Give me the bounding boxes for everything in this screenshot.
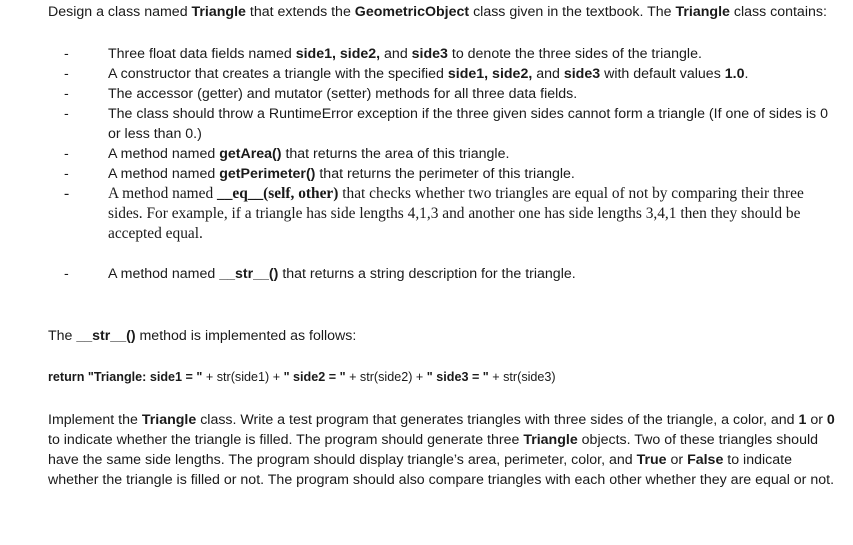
- requirement-keyword: side1, side2,: [295, 46, 381, 62]
- requirement-text: to denote the three sides of the triangle.: [447, 46, 702, 62]
- list-dash: -: [64, 146, 69, 162]
- requirement-text: that returns a string description for the triangle.: [278, 266, 576, 282]
- requirement-text: that returns the perimeter of this triangle.: [315, 166, 575, 182]
- task-text: to indicate whether the triangle is filled. The program should generate three: [48, 432, 524, 448]
- requirement-text: A method named: [108, 166, 220, 182]
- list-dash: -: [64, 46, 69, 62]
- intro-text: class contains:: [729, 4, 827, 20]
- code-text: + str(side2) +: [345, 370, 427, 384]
- requirement-text: with default values: [600, 66, 725, 82]
- requirement-text: that checks whether two triangles are equal of not by comparing their three sides. For example, if a triangle has side lengths 4,1,3 and another one has side lengths 3,4,1 then they should be accepted equal.: [108, 185, 804, 242]
- requirements-list: [48, 44, 838, 284]
- requirement-text: and: [380, 46, 412, 62]
- requirement-text: A method named: [108, 146, 220, 162]
- intro-class-name: Triangle: [675, 4, 730, 20]
- task-text: or: [806, 412, 827, 428]
- task-keyword: 0: [826, 412, 835, 428]
- task-text: Implement the: [48, 412, 142, 428]
- code-bold: " side2 = ": [283, 370, 346, 384]
- intro-text: Design a class named: [48, 4, 192, 20]
- requirement-keyword: getArea(): [219, 146, 282, 162]
- list-dash: -: [64, 185, 70, 202]
- note-text: The: [48, 328, 77, 344]
- task-text: or: [666, 452, 688, 468]
- task-text: objects. Two of these triangles should have the same side lengths. The program should display triangle’s area, perimeter, color, and: [48, 432, 818, 468]
- requirement-text: and: [532, 66, 564, 82]
- requirement-keyword: __str__(): [219, 266, 279, 282]
- requirement-text: A method named: [108, 266, 220, 282]
- requirement-text: A method named: [108, 185, 217, 202]
- task-text: class. Write a test program that generates triangles with three sides of the triangle, a color, and: [196, 412, 799, 428]
- requirement-text: that returns the area of this triangle.: [281, 146, 510, 162]
- str-implementation-note: [48, 326, 838, 346]
- note-keyword: __str__(): [76, 328, 136, 344]
- intro-class-name: Triangle: [191, 4, 246, 20]
- list-dash: -: [64, 106, 69, 122]
- intro-text: that extends the: [245, 4, 355, 20]
- requirement-text: The accessor (getter) and mutator (setter) methods for all three data fields.: [108, 86, 578, 102]
- intro-superclass-name: GeometricObject: [354, 4, 470, 20]
- code-text: + str(side1) +: [202, 370, 284, 384]
- requirement-text: Three float data fields named: [108, 46, 296, 62]
- requirement-runtime-error: [48, 104, 838, 144]
- intro-text: class given in the textbook. The: [469, 4, 676, 20]
- list-dash: -: [64, 86, 69, 102]
- task-text: to indicate whether the triangle is filled or not. The program should also compare triangles with each other whether they are equal or not.: [48, 452, 835, 488]
- requirement-keyword: __eq__(self, other): [217, 185, 339, 202]
- requirement-text: .: [744, 66, 749, 82]
- task-keyword: True: [636, 452, 667, 468]
- list-dash: -: [64, 166, 69, 182]
- code-bold: return "Triangle: side1 = ": [48, 370, 203, 384]
- task-keyword: False: [687, 452, 724, 468]
- task-keyword: 1: [798, 412, 807, 428]
- requirement-get-perimeter: [48, 164, 838, 184]
- list-dash: -: [64, 66, 69, 82]
- requirement-text: The class should throw a RuntimeError exception if the three given sides cannot form a triangle (If one of sides is 0 or less than 0.): [108, 106, 828, 142]
- code-text: + str(side3): [488, 370, 556, 384]
- code-bold: " side3 = ": [426, 370, 489, 384]
- requirement-keyword: 1.0: [724, 66, 745, 82]
- intro-paragraph: [48, 2, 838, 22]
- list-dash: -: [64, 266, 69, 282]
- requirement-str-method: [48, 264, 838, 284]
- requirement-text: A constructor that creates a triangle with the specified: [108, 66, 448, 82]
- requirement-keyword: getPerimeter(): [219, 166, 316, 182]
- requirement-keyword: side3: [411, 46, 448, 62]
- note-text: method is implemented as follows:: [135, 328, 357, 344]
- requirement-data-fields: [48, 44, 838, 64]
- requirement-keyword: side3: [563, 66, 601, 82]
- requirement-accessors: [48, 84, 838, 104]
- requirement-eq-method: [48, 184, 838, 244]
- requirement-get-area: [48, 144, 838, 164]
- task-keyword: Triangle: [523, 432, 578, 448]
- task-keyword: Triangle: [141, 412, 197, 428]
- task-paragraph: [48, 410, 838, 490]
- str-code-snippet: [48, 368, 838, 386]
- assignment-document: [48, 2, 838, 490]
- requirement-constructor: [48, 64, 838, 84]
- requirement-keyword: side1, side2,: [447, 66, 533, 82]
